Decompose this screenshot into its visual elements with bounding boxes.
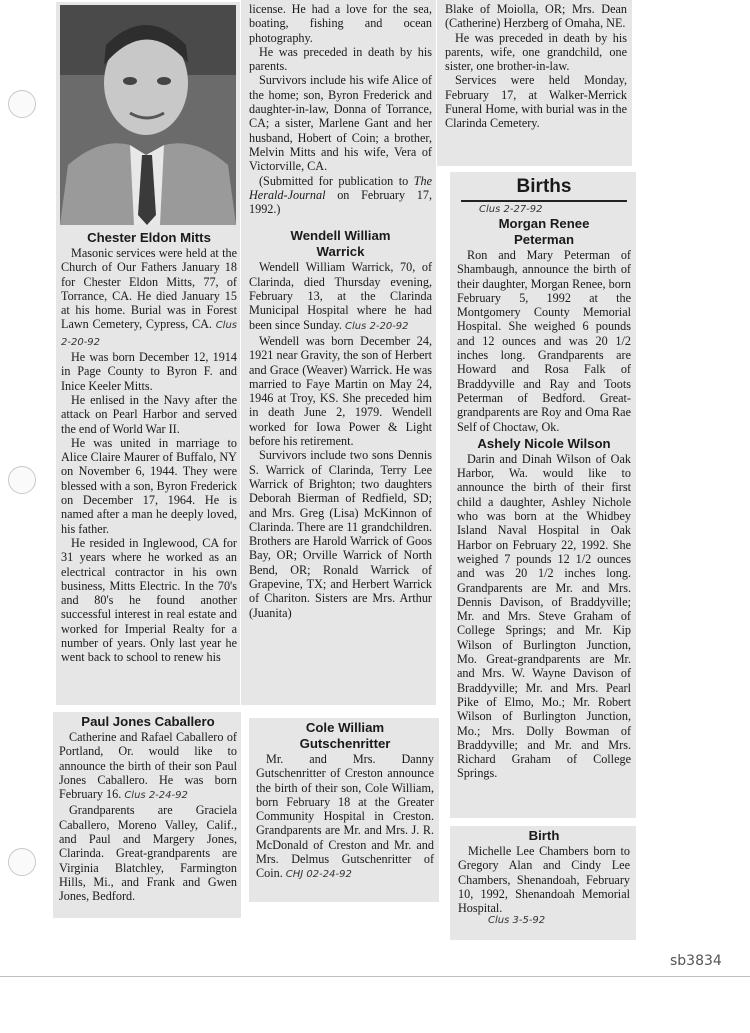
- mitts-paragraph: [61, 246, 237, 350]
- mitts-paragraph: He resided in Inglewood, CA for 31 years where he worked as an electrical contractor in his own business, Mitts Electric. In the 70's and 80's he found another successful interest in real estate and worked for Imperial Realty for a number of years. Only last year he went back to school to renew his: [61, 535, 237, 665]
- peterman-paragraph: Ron and Mary Peterman of Shambaugh, announce the birth of their daughter, Morgan Renee, born February 5, 1992 at the Montgomery County Memorial Hospital. She weighed 6 pounds and 12 ounces and was 20 1/2 inches long. Grandparents are Howard and Rosa Falk of Braddyville and Ray and Toots Peterman of Bedford. Great-grandparents are Roy and Oma Rae Self of Choctaw, Ok.: [457, 248, 631, 434]
- caballero-heading: Paul Jones Caballero: [81, 714, 215, 729]
- binder-hole: [8, 848, 36, 876]
- mitts-heading: Chester Eldon Mitts: [87, 230, 211, 245]
- warrick-text: Wendell William Warrick, 70, of Clarinda, died Thursday evening, February 13, at the Clarinda Municipal Hospital where he had been since Sunday.: [249, 260, 432, 332]
- caballero-paragraph: [59, 730, 237, 803]
- mitts-paragraph: He was born December 12, 1914 in Page County to Byron F. and Inice Keeler Mitts.: [61, 350, 237, 393]
- births-column: [450, 172, 636, 818]
- portrait-photo: [60, 5, 236, 225]
- warrick-paragraph: He was preceded in death by his parents, wife, one grandchild, one sister, one brother-in-law.: [445, 30, 627, 74]
- page-label: sb3834: [670, 953, 722, 969]
- mitts-submitted-text: (Submitted for publication to: [259, 173, 414, 188]
- mitts-obituary-column-1: [56, 2, 240, 705]
- warrick-paragraph: Survivors include two sons Dennis S. Warrick of Clarinda, Terry Lee Warrick of Brighton; two daughters Deborah Bierman of Redfield, SD; and Mrs. Greg (Lisa) McKinnon of Clarinda. There are 11 grandchildren. Brothers are Harold Warrick of Goos Bay, OR; Orville Warrick of North Bend, OR; Ronald Warrick of Grapevine, TX; and Herbert Warrick of Chariton. Sisters are Mrs. Arthur (Juanita): [249, 448, 432, 620]
- caballero-birth-clipping: [53, 712, 241, 918]
- binder-hole: [8, 466, 36, 494]
- handwritten-date-note: Clus 2-20-92: [345, 320, 409, 332]
- gutschenritter-paragraph: [256, 752, 434, 883]
- mitts-paragraph: He enlised in the Navy after the attack on Pearl Harbor and served the end of World War II.: [61, 392, 237, 436]
- handwritten-date-note: Clus 2-20-92: [61, 320, 237, 348]
- mitts-paragraph: Survivors include his wife Alice of the home; son, Byron Frederick and daughter-in-law, Donna of Torrance, CA; a sister, Marlene Gant and her husband, Hobert of Coin; a brother, Melvin Mitts and his wife, Vera of Victorville, CA.: [249, 73, 432, 174]
- caballero-paragraph: Grandparents are Graciela Caballero, Moreno Valley, Calif., and Paul and Margery Jones, Clarinda. Great-grandparents are Virginia Blatchley, Farmington Hills, Mi., and Frank and Gwen Jones, Bedford.: [59, 803, 237, 904]
- warrick-paragraph: [249, 260, 432, 333]
- wilson-paragraph: Darin and Dinah Wilson of Oak Harbor, Wa. would like to announce the birth of their first child a daughter, Ashley Nichole who was born at the Whidbey Island Naval Hospital in Oak Harbor on February 22, 1992. She weighed 7 pounds 12 1/2 ounces and was 20 1/2 inches long. Grandparents are Mr. and Mrs. Dennis Davison, of Braddyville; Mr. and Mrs. Steve Graham of College Springs; and Mr. Kip Wilson of Burlington Junction, Mo. Great-grandparents are Mr. and Mrs. W. Wayne Davison of Braddyville; Mr. and Mrs. Pearl Pike of Elmo, Mo.; Mr. Robert Wilson of Burlington Junction, Mo.; Mrs. Dolly Bowman of Braddyville; and Mr. and Mrs. Richard Graham of College Springs.: [457, 451, 631, 781]
- caballero-text: Catherine and Rafael Caballero of Portland, Or. would like to announce the birth of their son Paul Jones Caballero. He was born February 16.: [59, 730, 237, 802]
- page-bottom-edge: [0, 976, 750, 977]
- binder-hole: [8, 90, 36, 118]
- wilson-heading: Ashely Nicole Wilson: [477, 435, 611, 451]
- handwritten-date-note: Clus 2-24-92: [124, 790, 188, 802]
- births-divider: [461, 200, 627, 202]
- mitts-text: Masonic services were held at the Church of Our Fathers January 18 for Chester Eldon Mitts, 77, of Torrance, CA. He died January 15 at his home. Burial was in Forest Lawn Cemetery, Cypress, CA.: [61, 246, 237, 332]
- chambers-birth-clipping: [450, 826, 636, 940]
- mitts-paragraph: He was united in marriage to Alice Claire Maurer of Buffalo, NY on November 6, 1944. They were blessed with a son, Byron Frederick on December 17, 1964. He is named after a man he deeply loved, his father.: [61, 435, 237, 536]
- mitts-submitted-date: on February 17, 1992.): [249, 187, 432, 217]
- warrick-paragraph: Services were held Monday, February 17, at Walker-Merrick Funeral Home, with burial was in the Clarinda Cemetery.: [445, 73, 627, 131]
- gutschenritter-heading: Cole William Gutschenritter: [299, 720, 391, 751]
- handwritten-date-note: CHJ 02-24-92: [285, 869, 352, 881]
- mitts-paragraph: [249, 174, 432, 217]
- handwritten-date-note: Clus 2-27-92: [479, 204, 543, 215]
- warrick-continuation: [437, 0, 632, 166]
- warrick-paragraph: Wendell was born December 24, 1921 near Gravity, the son of Herbert and Grace (Weaver) Warrick. He was married to Faye Martin on May 24, 1946 at Troy, KS. She preceded him in death June 2, 1979. Wendell worked for Iowa Power & Light before his retirement.: [249, 333, 432, 449]
- chambers-paragraph: Michelle Lee Chambers born to Gregory Alan and Cindy Lee Chambers, Shenandoah, February 10, 1992, Shenandoah Memorial Hospital.: [458, 844, 630, 916]
- births-title: Births: [516, 176, 572, 197]
- mitts-paragraph: He was preceded in death by his parents.: [249, 44, 432, 74]
- warrick-heading: Wendell William Warrick: [290, 228, 391, 260]
- obituary-column-2: [241, 0, 436, 705]
- gutschenritter-text: Mr. and Mrs. Danny Gutschenritter of Creston announce the birth of their son, Cole William, born February 18 at the Greater Community Hospital in Creston. Grandparents are Mr. and Mrs. J. R. McDonald of Creston and Mr. and Mrs. Delmus Gutschenritter of Coin.: [256, 752, 434, 881]
- handwritten-date-note: Clus 3-5-92: [488, 915, 546, 927]
- gutschenritter-birth-clipping: [249, 718, 439, 902]
- man-portrait-image: [60, 5, 236, 225]
- mitts-paragraph: license. He had a love for the sea, boating, fishing and ocean photography.: [249, 2, 432, 45]
- warrick-paragraph: Blake of Moiolla, OR; Mrs. Dean (Catherine) Herzberg of Omaha, NE.: [445, 2, 627, 31]
- chambers-heading: Birth: [528, 828, 560, 843]
- publication-name: The Herald-Journal: [249, 173, 432, 202]
- peterman-heading: Morgan Renee Peterman: [498, 216, 590, 247]
